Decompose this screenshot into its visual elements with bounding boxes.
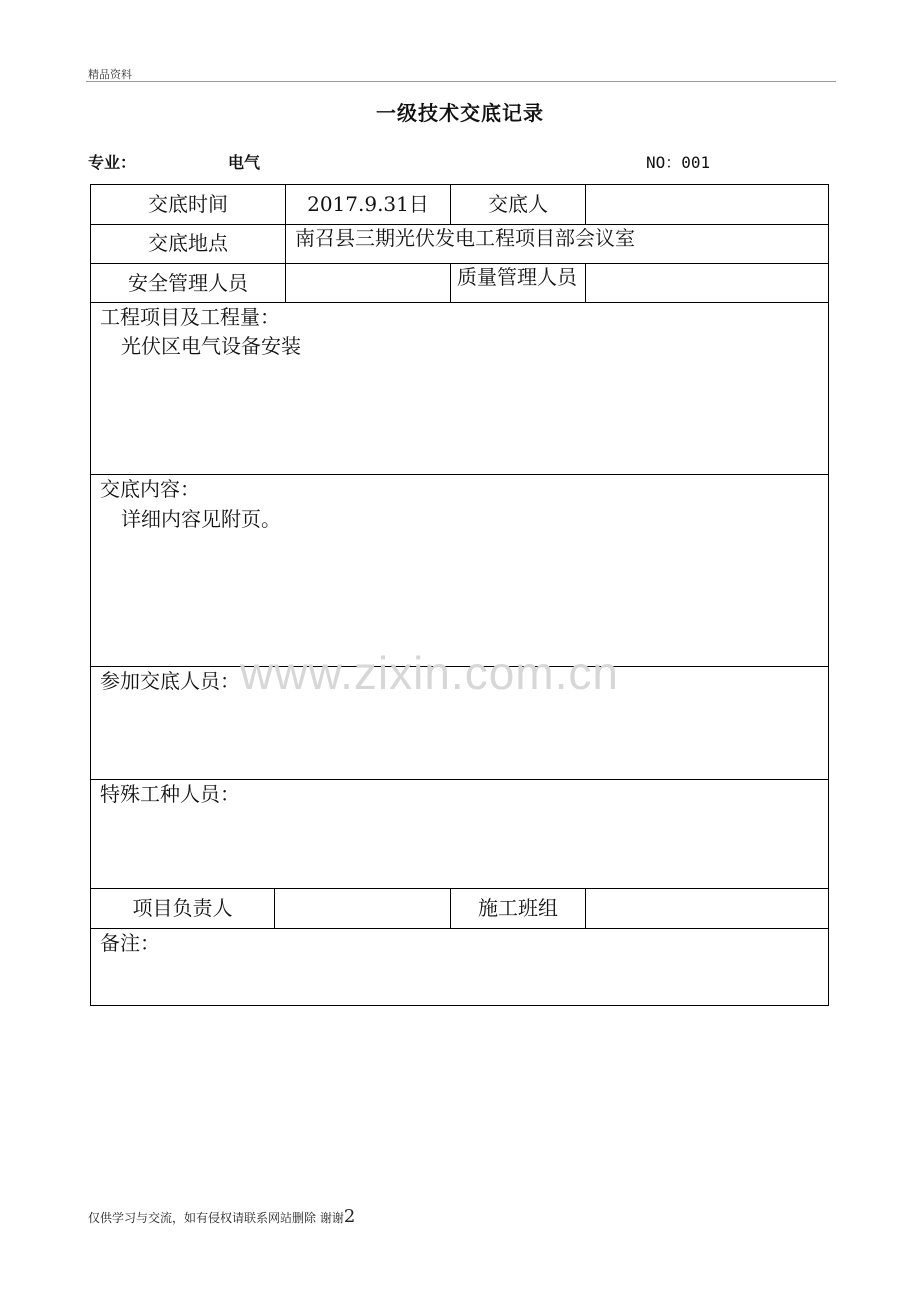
team-label: 施工班组: [478, 896, 558, 920]
row-divider: [91, 928, 828, 929]
footer: [88, 1206, 355, 1227]
content-label: 交底内容：: [100, 477, 200, 501]
quality-label: 质量管理人员: [457, 265, 577, 289]
col-divider: [585, 888, 586, 928]
row-divider: [91, 263, 828, 264]
header-divider: [86, 81, 836, 82]
time-value: 2017.9.31日: [307, 192, 429, 216]
safety-label: 安全管理人员: [128, 271, 248, 295]
special-workers-label: 特殊工种人员：: [100, 782, 240, 806]
row-divider: [91, 779, 828, 780]
attendees-label: 参加交底人员：: [100, 669, 240, 693]
row-divider: [91, 224, 828, 225]
document-number: NO：001: [646, 153, 711, 172]
leader-label: 项目负责人: [132, 896, 233, 920]
header-label: 精品资料: [88, 68, 132, 81]
major-value: 电气: [228, 153, 261, 172]
document-title: 一级技术交底记录: [376, 101, 544, 125]
col-divider: [450, 263, 451, 302]
col-divider: [585, 185, 586, 224]
place-label: 交底地点: [148, 231, 228, 255]
remark-label: 备注：: [100, 931, 160, 955]
col-divider: [585, 263, 586, 302]
footer-text: 仅供学习与交流，如有侵权请联系网站删除 谢谢: [88, 1211, 344, 1225]
col-divider: [274, 888, 275, 928]
major-label: 专业：: [88, 153, 137, 172]
disclosure-table: [90, 184, 829, 1006]
person-label: 交底人: [488, 192, 548, 216]
place-value: 南召县三期光伏发电工程项目部会议室: [295, 226, 635, 250]
page-number: 2: [343, 1206, 356, 1227]
content-value: 详细内容见附页。: [121, 507, 281, 531]
project-label: 工程项目及工程量：: [100, 305, 280, 329]
project-value: 光伏区电气设备安装: [121, 334, 301, 358]
time-label: 交底时间: [148, 192, 228, 216]
row-divider: [91, 302, 828, 303]
row-divider: [91, 474, 828, 475]
row-divider: [91, 888, 828, 889]
watermark: www.zixin.com.cn: [240, 647, 619, 699]
